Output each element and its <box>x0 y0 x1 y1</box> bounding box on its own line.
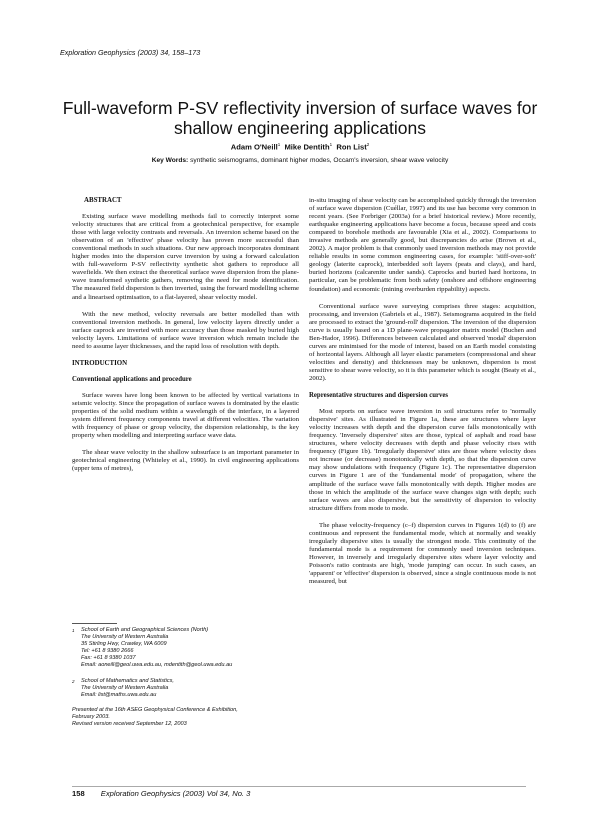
footnote-1-line: School of Earth and Geographical Sciences (North) <box>81 627 209 633</box>
intro-paragraph-2: The shear wave velocity in the shallow subsurface is an important parameter in geotechnical engineering (Whiteley et al., 1990). In civil engineering applications (upper tens of metres), <box>72 449 299 473</box>
footnote-2 <box>72 678 299 699</box>
footnote-1-line: Tel: +61 8 9380 2666 <box>81 648 134 655</box>
paper-title <box>40 98 560 138</box>
journal-header: Exploration Geophysics (2003) 34, 158–173 <box>60 48 201 57</box>
title-line-2: shallow engineering applications <box>174 118 426 138</box>
abstract-paragraph-2: With the new method, velocity reversals are better modelled than with conventional inversion methods. In general, low velocity layers directly under a surface caprock are inverted with more accuracy than those masked by buried high velocity layers. Limitations of surface wave inversion which remain include the need to assume layer thicknesses, and the rapid loss of resolution with depth. <box>72 310 299 350</box>
footnote-divider <box>72 623 117 624</box>
right-column <box>309 197 536 595</box>
footnote-1-line: Fax: +61 8 9380 1037 <box>81 655 136 662</box>
author-1-affiliation-mark: 1 <box>277 142 281 147</box>
page-footer <box>72 789 250 798</box>
footnote-2-mark: 2 <box>72 678 75 684</box>
footnote-2-body <box>81 678 174 699</box>
presentation-note-line: February 2003. <box>72 713 110 720</box>
footnotes <box>72 627 299 728</box>
author-3-affiliation-mark: 2 <box>366 142 370 147</box>
footnote-1 <box>72 627 299 670</box>
footer-divider <box>72 786 526 787</box>
keywords-label: Key Words: <box>151 157 189 164</box>
keywords-text: synthetic seismograms, dominant higher modes, Occam's inversion, shear wave velocity <box>190 157 449 164</box>
author-3: Ron List <box>336 142 367 152</box>
page-number: 158 <box>72 789 85 798</box>
presentation-note <box>72 707 299 728</box>
footnote-2-line: The University of Western Australia <box>81 684 169 691</box>
footnote-2-email: Email: list@maths.uwa.edu.au <box>81 691 157 698</box>
title-line-1: Full-waveform P-SV reflectivity inversion of surface waves for <box>62 98 538 118</box>
footnote-1-line: 35 Stirling Hwy, Crawley, WA 6009 <box>81 641 167 648</box>
presentation-note-line: Presented at the 16th ASEG Geophysical Conference & Exhibition, <box>72 706 238 713</box>
author-list <box>40 142 560 152</box>
intro-paragraph-1: Surface waves have long been known to be affected by vertical variations in seismic velocity. Since the propagation of surface waves is dominated by the elastic properties of the solid medium within a wavelength of the interface, in a layered system different frequency components travel at different velocities. The variation with frequency of phase or group velocity, the dispersion relationship, is the key property when modelling and interpreting surface wave data. <box>72 391 299 440</box>
footnote-1-mark: 1 <box>72 628 75 633</box>
footnote-2-line: School of Mathematics and Statistics, <box>81 677 174 684</box>
footer-journal-info: Exploration Geophysics (2003) Vol 34, No. 3 <box>100 789 251 798</box>
footnote-1-email: Email: aoneill@geol.uwa.edu.au, mdentith@geol.uwa.edu.au <box>81 662 233 669</box>
introduction-heading: INTRODUCTION <box>72 359 128 367</box>
left-column <box>72 197 299 482</box>
author-2: Mike Dentith <box>284 142 330 152</box>
footnote-1-body <box>81 627 232 670</box>
right-paragraph-2: Conventional surface wave surveying comprises three stages: acquisition, processing, and inversion (Gabriels et al., 1987). Seismograms acquired in the field are processed to extract the 'ground-roll' dispersion. The inversion of the dispersion curve is usually based on a 1D plane-wave propagator matrix model (Buchen and Ben-Hador, 1996). Differences between calculated and observed 'modal' dispersion curves are minimised for the mode of interest, based on an Earth model consisting of horizontal layers. Although all layer elastic parameters (compressional and shear velocities and density) and thicknesses may be unknown, dispersion is most sensitive to shear wave velocity, so it is this parameter which is sought (Beaty et al., 2002). <box>309 302 536 382</box>
right-paragraph-4: The phase velocity-frequency (c–f) dispersion curves in Figures 1(d) to (f) are continuous and represent the fundamental mode, which at normally and weakly irregularly dispersive sites is usually the strongest mode. This continuity of the fundamental mode is a requirement for commonly used inversion techniques. However, in inversely and irregularly dispersive sites where layer velocity and Poisson's ratio contrasts are high, 'mode jumping' can occur. In such cases, an 'apparent' or 'effective' dispersion is observed, since a single continuous mode is not measured, but <box>309 521 536 586</box>
author-2-affiliation-mark: 1 <box>329 142 333 147</box>
conventional-applications-heading: Conventional applications and procedure <box>72 375 192 383</box>
right-paragraph-3: Most reports on surface wave inversion in soil structures refer to 'normally dispersive' sites. As illustrated in Figure 1a, these are structures where layer velocity increases with depth and the dispersion curve falls monotonically with frequency. 'Inversely dispersive' sites are those, typical of asphalt and road base structures, where velocity decreases with depth and phase velocity rises with frequency (Figure 1b). 'Irregularly dispersive' sites are those where velocity does not increase (or decrease) monotonically with depth, so that the dispersion curve may show undulations with frequency (Figure 1c). The representative dispersion curves in Figure 1 are of the 'fundamental mode' of propagation, where the amplitude of the surface wave falls monotonically with depth. Higher modes are those in which the amplitude of the surface wave changes sign with depth; such surface waves are also dispersive, but the sensitivity of dispersion to velocity structure differs from mode to mode. <box>309 408 536 512</box>
keywords <box>40 157 560 164</box>
abstract-paragraph-1: Existing surface wave modelling methods fail to correctly interpret some velocity structures that are critical from a geotechnical perspective, for example those with large velocity contrasts and reversals. An inversion scheme based on the observation of an 'effective' phase velocity has proven more successful than conventional methods in such situations. Our new approach incorporates dominant higher modes into the dispersion curve inversion by using a forward calculation with full-waveform P-SV reflectivity synthetic shot gathers to reproduce all wavefields. We then extract the theoretical surface wave dispersion from the plane-wave transformed synthetic gathers, removing the need for mode identification. The measured field dispersion is then inverted, using the forward modelling scheme and a linearised optimisation, to a flat-layered, shear velocity model. <box>72 213 299 301</box>
revision-note-line: Revised version received September 12, 2003 <box>72 721 187 728</box>
representative-structures-heading: Representative structures and dispersion curves <box>309 392 449 400</box>
footnote-1-line: The University of Western Australia <box>81 634 169 641</box>
author-1: Adam O'Neill <box>230 142 278 152</box>
right-paragraph-1: in-situ imaging of shear velocity can be accomplished quickly through the inversion of surface wave dispersion (Cuéllar, 1997) and its use has become very common in recent years. (See Forbriger (2003a) for a brief historical review.) More recently, earthquake engineering applications have become a focus, because speed and costs compared to borehole methods are favourable (Xia et al., 2002). Comparisons to invasive methods are generally good, but discrepancies do arise (Brown et al., 2002). A major problem is that commonly used inversion methods may not provide reliable results in some common engineering cases, for example: 'stiff-over-soft' geology (laterite caprock), interbedded soft layers (peats and clays), and hard, buried horizons (calcarenite under sands). Caprocks and buried hard horizons, in particular, can be problematic from both safety (onshore and offshore engineering foundation) and economic (mining overburden rippability) aspects. <box>309 197 537 293</box>
abstract-heading: ABSTRACT <box>84 197 122 204</box>
